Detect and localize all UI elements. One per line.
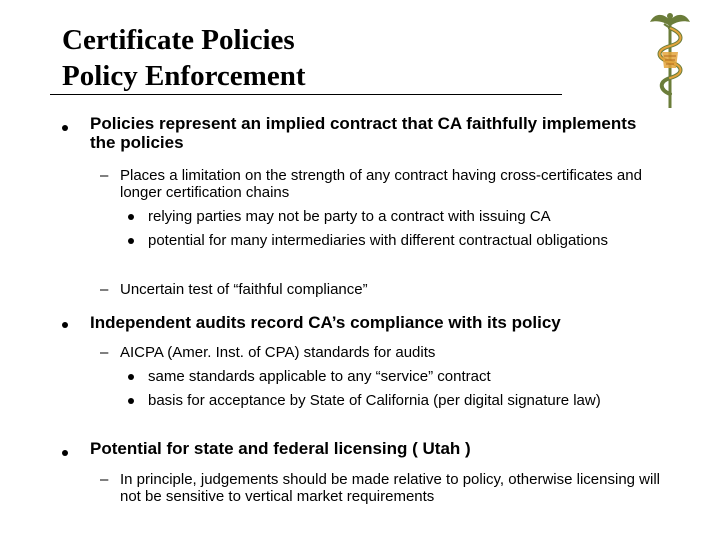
bullet-1-sub-1-text: Places a limitation on the strength of any contract having cross-certificates and longer certification chains [120, 167, 642, 201]
dash-marker: – [100, 344, 109, 361]
dash-marker: – [100, 167, 109, 184]
bullet-2-sub-1-item-2: basis for acceptance by State of California (per digital signature law) [148, 392, 601, 409]
bullet-2-text: Independent audits record CA’s compliance with its policy [90, 313, 561, 332]
title-line-1: Certificate Policies [62, 24, 295, 56]
bullet-1-text: Policies represent an implied contract that CA faithfully implements the policies [90, 114, 637, 152]
sub-bullet-dot [128, 398, 134, 404]
title-line-2: Policy Enforcement [62, 60, 306, 92]
bullet-1-sub-2-text: Uncertain test of “faithful compliance” [120, 281, 368, 298]
sub-bullet-dot [128, 374, 134, 380]
sub-bullet-dot [128, 238, 134, 244]
bullet-3-sub-1-text: In principle, judgements should be made relative to policy, otherwise licensing will not be sensitive to vertical market requirements [120, 471, 660, 505]
dash-marker: – [100, 471, 109, 488]
bullet-dot [62, 125, 68, 131]
bullet-dot [62, 322, 68, 328]
bullet-1-sub-1-item-1: relying parties may not be party to a contract with issuing CA [148, 208, 551, 225]
bullet-dot [62, 450, 68, 456]
bullet-2-sub-1-item-1: same standards applicable to any “service” contract [148, 368, 491, 385]
bullet-3-text: Potential for state and federal licensing ( Utah ) [90, 439, 471, 458]
sub-bullet-dot [128, 214, 134, 220]
bullet-2-sub-1-text: AICPA (Amer. Inst. of CPA) standards for audits [120, 344, 436, 361]
bullet-1-sub-1-item-2: potential for many intermediaries with different contractual obligations [148, 232, 608, 249]
dash-marker: – [100, 281, 109, 298]
